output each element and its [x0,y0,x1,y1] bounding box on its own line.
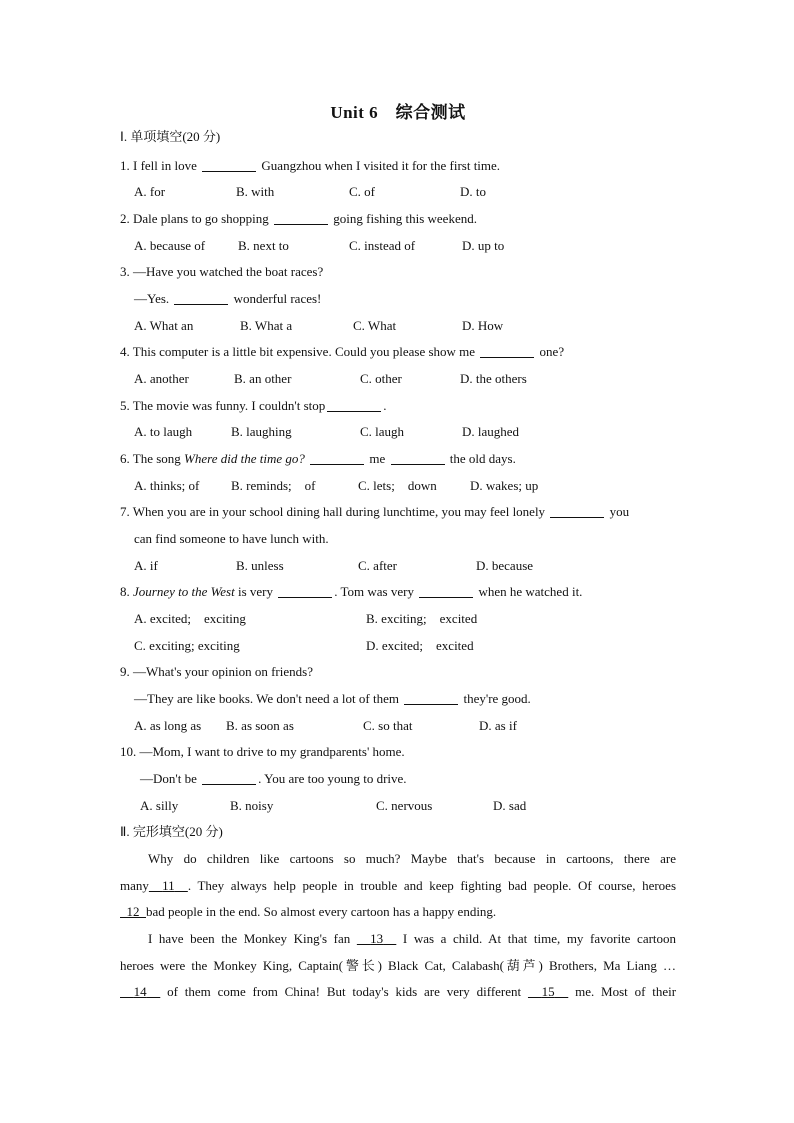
answer-blank [274,211,328,225]
option: D. laughed [462,424,520,439]
question-1-options [134,183,676,201]
option: C. other [360,371,402,386]
answer-blank [391,451,445,465]
cloze-blank-14: 14 [133,984,147,999]
option: C. nervous [376,798,433,813]
answer-blank [404,691,458,705]
question-3-reply: —Yes. wonderful races! [134,291,322,306]
option: B. as soon as [226,718,294,733]
option: A. What an [134,318,194,333]
question-3: 3. —Have you watched the boat races? [120,264,324,279]
option: C. laugh [360,424,405,439]
option: A. thinks; of [134,478,200,493]
question-10-reply: —Don't be . You are too young to drive. [140,771,407,786]
option: B. What a [240,318,293,333]
question-4-options [134,370,676,388]
question-6-options [134,477,676,495]
question-2-options [134,237,676,255]
option: D. wakes; up [470,478,539,493]
option: B. an other [234,371,292,386]
passage-line: 12 bad people in the end. So almost every cartoon has a happy ending. [120,903,676,921]
option: B. with [236,184,275,199]
option: A. excited; exciting [134,611,246,626]
option: C. of [349,184,375,199]
cloze-blank-11: 11 [162,878,175,893]
question-7-options [134,557,676,575]
option: A. as long as [134,718,202,733]
option: D. the others [460,371,527,386]
answer-blank [480,344,534,358]
question-6: 6. The song Where did the time go? me the old days. [120,451,516,466]
option: C. after [358,558,397,573]
question-8-options-row-2 [134,637,676,655]
option: B. unless [236,558,284,573]
option: A. for [134,184,166,199]
question-8: 8. Journey to the West is very . Tom was very when he watched it. [120,584,583,599]
cloze-blank-13: 13 [370,931,384,946]
question-10-options [140,797,676,815]
option: A. to laugh [134,424,193,439]
option: C. What [353,318,397,333]
option: D. because [476,558,534,573]
option: D. excited; excited [366,638,474,653]
option: A. silly [140,798,179,813]
passage-line: 14 of them come from China! But today's kids are very different 15 me. Most of their [120,983,676,1001]
option: B. noisy [230,798,274,813]
question-9-reply: —They are like books. We don't need a lot of them they're good. [134,691,531,706]
cloze-blank-15: 15 [541,984,555,999]
question-1: 1. I fell in love Guangzhou when I visited it for the first time. [120,158,501,173]
option: D. sad [493,798,527,813]
option: C. lets; down [358,478,437,493]
option: D. up to [462,238,505,253]
question-5: 5. The movie was funny. I couldn't stop . [120,398,387,413]
question-9: 9. —What's your opinion on friends? [120,664,313,679]
question-7-continued: can find someone to have lunch with. [134,531,329,546]
answer-blank [174,291,228,305]
option: D. as if [479,718,517,733]
option: A. another [134,371,189,386]
option: B. next to [238,238,289,253]
question-7: 7. When you are in your school dining hall during lunchtime, you may feel lonely you [120,504,630,519]
section-2-heading: Ⅱ. 完形填空(20 分) [120,824,223,839]
question-4: 4. This computer is a little bit expensive. Could you please show me one? [120,344,565,359]
option: D. How [462,318,504,333]
option: B. laughing [231,424,292,439]
question-2: 2. Dale plans to go shopping going fishing this weekend. [120,211,477,226]
answer-blank [310,451,364,465]
cloze-blank-12: 12 [126,904,140,919]
option: D. to [460,184,486,199]
section-1-heading: Ⅰ. 单项填空(20 分) [120,129,221,144]
answer-blank [419,584,473,598]
option: A. because of [134,238,206,253]
option: A. if [134,558,158,573]
answer-blank [278,584,332,598]
question-10: 10. —Mom, I want to drive to my grandparents' home. [120,744,405,759]
passage-line: many 11 . They always help people in trouble and keep fighting bad people. Of course, heroes [120,878,677,893]
option: B. exciting; excited [366,611,478,626]
question-8-options-row-1 [134,610,676,628]
option: B. reminds; of [231,478,316,493]
option: C. exciting; exciting [134,638,240,653]
question-5-options [134,423,676,441]
answer-blank [327,398,381,412]
question-3-options [134,317,676,335]
answer-blank [202,771,256,785]
passage-line: I have been the Monkey King's fan 13 I was a child. At that time, my favorite cartoon [148,931,677,946]
option: C. so that [363,718,413,733]
passage-line: Why do children like cartoons so much? Maybe that's because in cartoons, there are [148,851,676,866]
passage-line: heroes were the Monkey King, Captain(警长) Black Cat, Calabash(葫芦) Brothers, Ma Liang … [120,958,676,973]
option: C. instead of [349,238,416,253]
question-9-options [134,717,676,735]
answer-blank [550,504,604,518]
answer-blank [202,158,256,172]
page-title: Unit 6 综合测试 [330,103,466,122]
